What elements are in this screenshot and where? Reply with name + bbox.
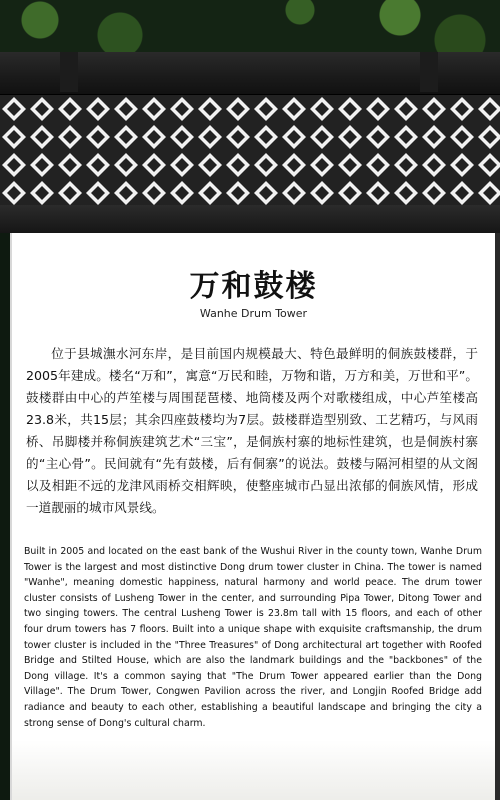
sign-subtitle: Wanhe Drum Tower: [199, 307, 308, 320]
decorative-lattice-panel: [0, 95, 500, 205]
chinese-description: 位于县城潕水河东岸，是目前国内规模最大、特色最鲜明的侗族鼓楼群，于2005年建成。楼名“万和”，寓意“万民和睦，万物和谐，万方和美，万世和平”。鼓楼群由中心的芦笙楼与周围琵琶楼、地筒楼及两个对歌楼组成，中心芦笙楼高23.8米，共15层；其余四座鼓楼均为7层。鼓楼群造型别致、工艺精巧，与风雨桥、吊脚楼并称侗族建筑艺术“三宝”，是侗族村寨的地标性建筑，也是侗族村寨的“主心骨”。民间就有“先有鼓楼，后有侗寨”的说法。鼓楼与隔河相望的从文阁以及相距不远的龙津风雨桥交相辉映，使整座城市凸显出浓郁的侗族风情，形成一道靓丽的城市风景线。: [26, 346, 478, 515]
roof-post: [420, 52, 438, 92]
sign-roof: [0, 52, 500, 96]
information-board: [10, 233, 500, 800]
sign-title: 万和鼓楼: [189, 269, 318, 304]
english-description: Built in 2005 and located on the east bank of the Wushui River in the county town, Wanhe Drum Tower is the largest and most distinctive Dong drum tower cluster in China. The tower is named "Wanhe", meaning domestic happiness, natural harmony and world peace. The drum tower cluster consists of Lusheng Tower in the center, and surrounding Pipa Tower, Ditong Tower and two singing towers. The central Lusheng Tower is 23.8m tall with 15 floors, and each of other four drum towers has 7 floors. Built into a unique shape with exquisite craftsmanship, the drum tower cluster is included in the "Three Treasures" of Dong architectural art together with Roofed Bridge and Stilted House, which are also the landmark buildings and the "backbones" of the Dong village. It's a common saying that "The Drum Tower appeared earlier than the Dong Village". The Drum Tower, Congwen Pavilion across the river, and Longjin Roofed Bridge add radiance and beauty to each other, establishing a beautiful landscape and bringing the city a strong sense of Dong's cultural charm.: [24, 546, 482, 729]
roof-post: [60, 52, 78, 92]
sign-lower-frame: [0, 205, 500, 233]
board-weathering: [12, 740, 495, 800]
lattice-pattern: [0, 95, 500, 205]
